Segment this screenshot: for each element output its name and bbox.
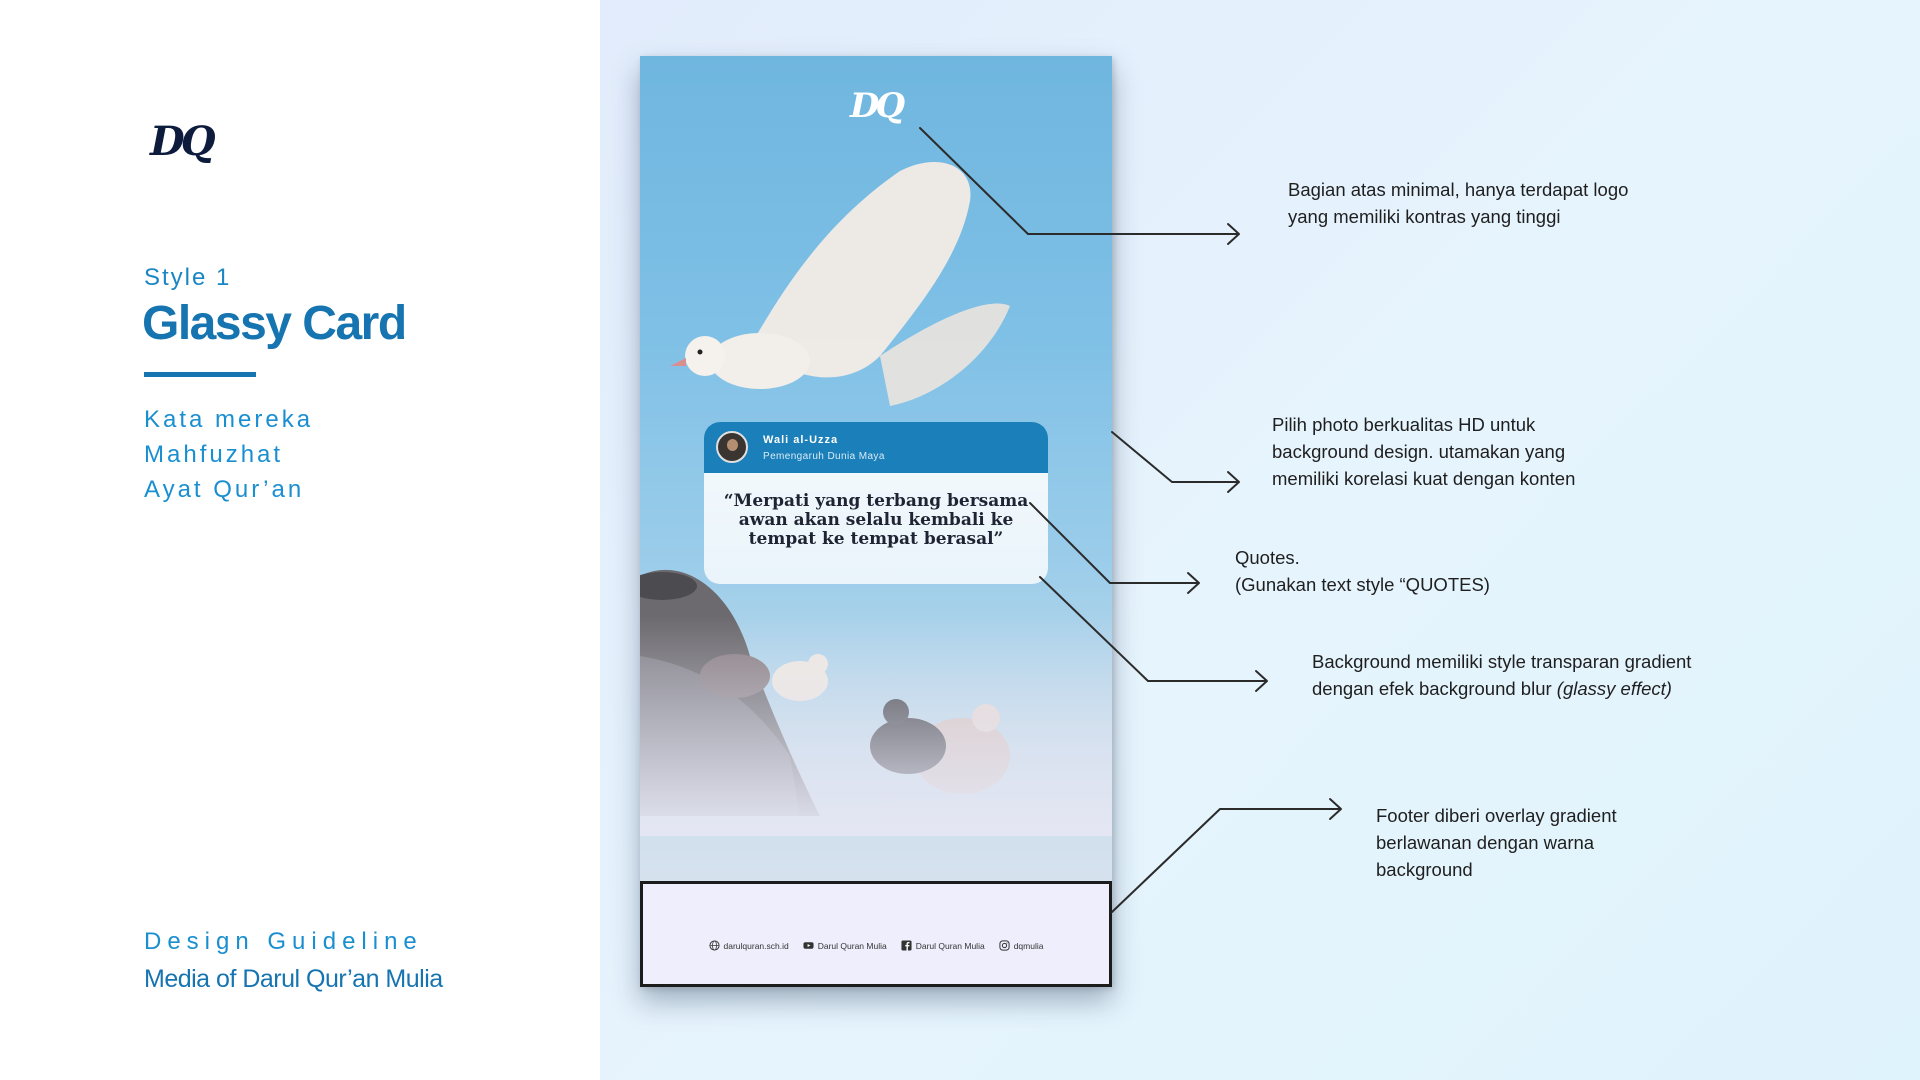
quote-text: “Merpati yang terbang bersama awan akan selalu kembali ke tempat ke tempat berasal”	[723, 491, 1029, 549]
annotation-line: berlawanan dengan warna	[1376, 832, 1595, 853]
left-panel	[0, 0, 600, 1080]
social-website	[709, 940, 789, 951]
annotation-background	[1312, 648, 1691, 702]
avatar	[716, 431, 748, 463]
website-label: darulquran.sch.id	[723, 940, 789, 951]
style-label: Style 1	[144, 264, 232, 291]
annotation-line: Quotes.	[1235, 547, 1300, 568]
instagram-label: dqmulia	[1013, 940, 1044, 951]
instagram-icon	[999, 940, 1010, 951]
globe-icon	[709, 940, 720, 951]
guideline-label: Design Guideline	[144, 928, 423, 955]
facebook-label: Darul Quran Mulia	[915, 940, 985, 951]
category-item: Ayat Qur’an	[144, 476, 305, 503]
annotation-line: memiliki korelasi kuat dengan konten	[1272, 468, 1576, 489]
annotation-line: background design. utamakan yang	[1272, 441, 1566, 462]
social-facebook	[901, 940, 985, 951]
annotation-footer	[1376, 802, 1617, 883]
annotation-line	[1312, 675, 1691, 702]
annotation-photo	[1272, 411, 1575, 492]
annotation-line: background	[1376, 859, 1473, 880]
youtube-label: Darul Quran Mulia	[817, 940, 887, 951]
social-instagram	[999, 940, 1044, 951]
glassy-quote-card	[704, 422, 1048, 584]
category-item: Kata mereka	[144, 406, 314, 433]
story-mockup	[640, 56, 1112, 987]
annotation-line: (Gunakan text style “QUOTES)	[1235, 574, 1490, 595]
annotation-line: Background memiliki style transparan gradient	[1312, 651, 1692, 672]
annotation-text: dengan efek background blur	[1312, 678, 1557, 699]
facebook-icon	[901, 940, 912, 951]
author-role: Pemengaruh Dunia Maya	[763, 451, 885, 462]
social-youtube	[803, 940, 887, 951]
youtube-icon	[803, 940, 814, 951]
media-label: Media of Darul Qur’an Mulia	[144, 965, 443, 993]
story-footer	[640, 881, 1112, 987]
social-links	[643, 940, 1109, 951]
page-title: Glassy Card	[142, 297, 406, 350]
annotation-line: Pilih photo berkualitas HD untuk	[1272, 414, 1536, 435]
category-item: Mahfuzhat	[144, 441, 284, 468]
story-logo: DQ	[850, 86, 902, 126]
card-header	[704, 422, 1048, 473]
annotation-line: Bagian atas minimal, hanya terdapat logo	[1288, 179, 1629, 200]
brand-logo: DQ	[150, 118, 212, 165]
author-name: Wali al-Uzza	[763, 434, 839, 446]
annotation-line: Footer diberi overlay gradient	[1376, 805, 1617, 826]
title-underline	[144, 372, 256, 377]
annotation-logo	[1288, 176, 1628, 230]
annotation-quotes	[1235, 544, 1490, 598]
annotation-italic: (glassy effect)	[1556, 678, 1672, 699]
annotation-line: yang memiliki kontras yang tinggi	[1288, 206, 1561, 227]
category-list	[144, 402, 313, 507]
